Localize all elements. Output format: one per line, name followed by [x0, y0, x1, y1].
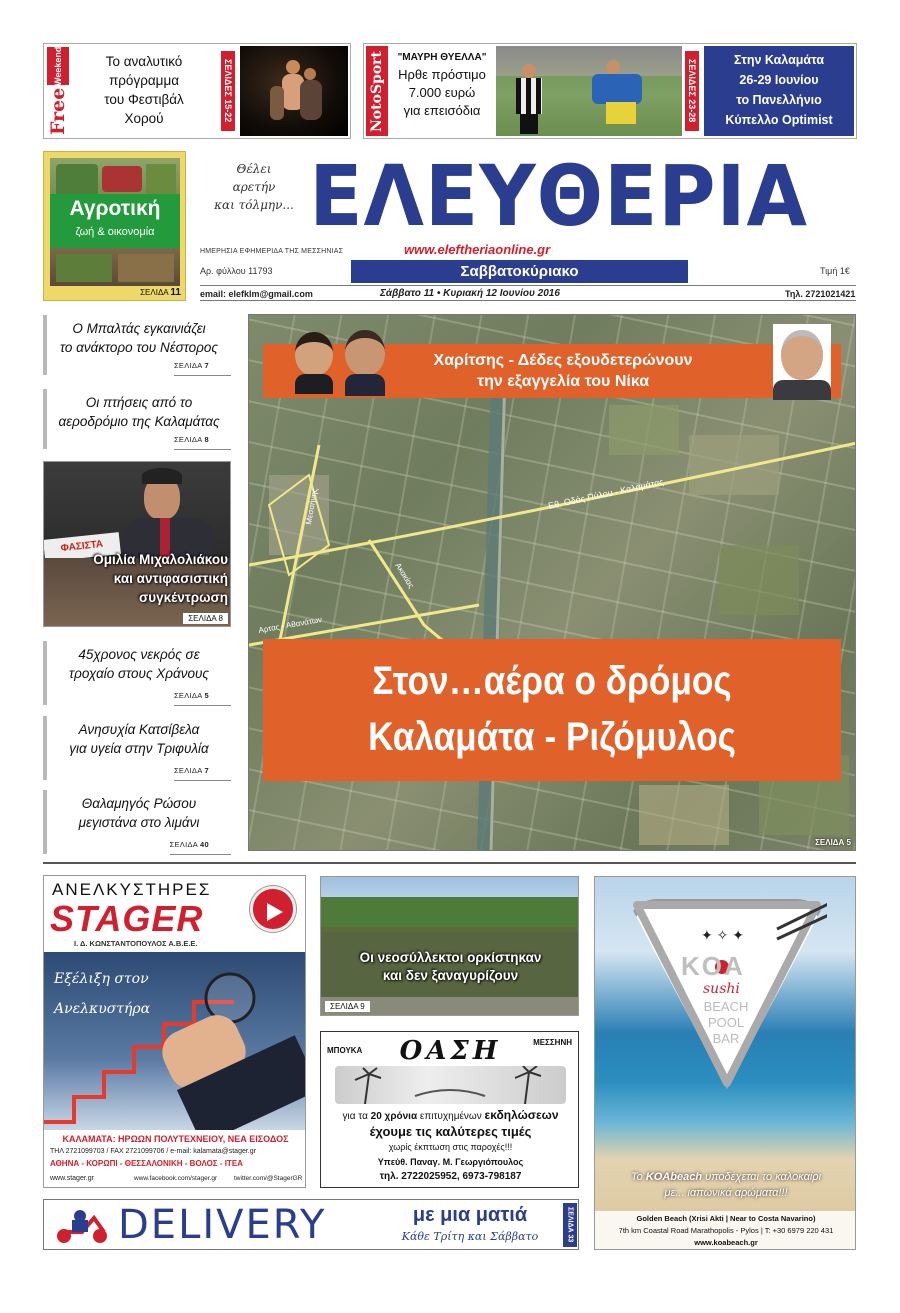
koa-ad[interactable]	[594, 876, 856, 1250]
sport-text: "ΜΑΥΡΗ ΘΥΕΛΛΑ" Ηρθε πρόστιμο 7.000 ευρώ για επεισόδια	[397, 52, 487, 118]
koa-address: Golden Beach (Xrisi Akti | Near to Costa Navarino) 7th km Coastal Road Marathopolis - Pylos | T: +30 6979 220 431 www.koabeach.gr	[595, 1211, 856, 1250]
stager-facebook[interactable]: www.facebook.com/stager.gr	[134, 1175, 218, 1182]
issue-number: Αρ. φύλλου 11793	[200, 266, 273, 276]
oasi-line2: έχουμε τις καλύτερες τιμές	[369, 1124, 532, 1139]
stager-brand: STAGER	[50, 898, 204, 939]
section-divider	[43, 862, 856, 864]
road-label-2: Μεσσήνης	[304, 487, 320, 526]
phone: Τηλ. 2721021421	[785, 289, 856, 299]
palm-trees-art	[335, 1066, 566, 1104]
oasi-line4: Υπεύθ. Παναγ. Μ. Γεωργιόπουλος	[377, 1157, 524, 1167]
stager-twitter[interactable]: twitter.com/@StagerGR	[234, 1175, 303, 1182]
stager-heading: ΑΝΕΛΚΥΣΤΗΡΕΣ	[52, 880, 212, 899]
side-story-1[interactable]: Ο Μπαλτάς εγκαινιάζει το ανάκτορο του Νέστορος ΣΕΛΙΔΑ 7	[43, 315, 231, 375]
football-photo	[496, 46, 682, 136]
koa-caption: Το KOAbeach υποδέχεται το καλοκαίρι με... ιαπωνικά αρώματα!!!	[630, 1171, 822, 1199]
side-story-page: ΣΕΛΙΔΑ 40	[170, 835, 231, 855]
field-4	[639, 785, 729, 845]
portrait-charitsis	[295, 332, 333, 394]
field-2	[689, 435, 779, 495]
oasi-line1: για τα 20 χρόνια επιτυχημένων εκδηλώσεων	[342, 1108, 559, 1122]
main-headline[interactable]: Στον…αέρα ο δρόμος Καλαμάτα - Ριζόμυλος	[263, 639, 841, 781]
stager-web[interactable]: www.stager.gr	[50, 1175, 94, 1182]
main-story-page: ΣΕΛΙΔΑ 5	[815, 838, 851, 847]
stager-slogan: Εξέλιξη στον Ανελκυστήρα	[54, 971, 151, 1017]
dance-photo	[240, 46, 348, 136]
stager-visual	[44, 952, 306, 1130]
delivery-tagline: με μια ματιά	[412, 1204, 528, 1226]
side-story-page: ΣΕΛΙΔΑ 8	[174, 430, 231, 450]
recruits-page: ΣΕΛΙΔΑ 9	[325, 1001, 370, 1012]
recruits-caption: Οι νεοσύλλεκτοι ορκίστηκαν και δεν ξαναγυρίζουν	[359, 950, 542, 983]
delivery-pages-tag: ΣΕΛΙΔΑ 33	[562, 1202, 578, 1248]
photo-story[interactable]	[43, 461, 231, 627]
date: Σάββατο 11 • Κυριακή 12 Ιουνίου 2016	[380, 288, 560, 299]
optimist-box: Στην Καλαμάτα 26-29 Ιουνίου το Πανελλήνιο Κύπελλο Optimist	[704, 46, 854, 136]
delivery-ad[interactable]	[43, 1199, 579, 1250]
free-label: Free	[47, 87, 69, 135]
field-3	[719, 545, 799, 615]
stager-ad[interactable]	[43, 875, 306, 1188]
masthead-rule-2	[200, 300, 856, 301]
stager-cities: ΑΘΗΝΑ - ΚΟΡΩΠΙ - ΘΕΣΣΑΛΟΝΙΚΗ - ΒΟΛΟΣ - ΙΤΕΑ	[50, 1159, 243, 1168]
road-label-1: Εθ. Οδός Πύλου - Καλαμάτας	[547, 476, 665, 511]
road-akakias	[369, 540, 454, 650]
koa-brand: KOA	[681, 951, 745, 981]
main-story[interactable]	[248, 314, 856, 851]
delivery-days: Κάθε Τρίτη και Σάββατο	[401, 1230, 539, 1243]
soldiers-photo	[321, 877, 579, 1016]
sport-pages-tag: ΣΕΛΙΔΕΣ 23-28	[684, 50, 700, 132]
photo-story-caption: Ομιλία Μιχαλολιάκου και αντιφασιστική συγκέντρωση	[93, 552, 228, 605]
scooter-icon	[52, 1208, 112, 1244]
subhead-banner	[263, 344, 841, 398]
magnifier-icon	[206, 974, 254, 1022]
oasi-line5: τηλ. 2722025952, 6973-798187	[379, 1171, 522, 1182]
oasi-right-label: ΜΕΣΣΗΝΗ	[533, 1038, 572, 1047]
koa-sub: sushi	[703, 981, 740, 997]
agrotiki-page: ΣΕΛΙΔΑ 11	[140, 287, 181, 298]
email[interactable]: email: elefklm@gmail.com	[200, 289, 313, 299]
sport-promo[interactable]	[363, 43, 857, 139]
protest-banner: ΦΑΣΙΣΤΑ	[43, 532, 121, 562]
agrotiki-title-band: Αγροτική ζωή & οικονομία	[50, 194, 180, 248]
weekend-promo[interactable]	[43, 43, 351, 139]
side-story-page: ΣΕΛΙΔΑ 7	[174, 761, 231, 781]
promo-text: Το αναλυτικό πρόγραμμα του Φεστιβάλ Χορού	[104, 54, 184, 126]
oasi-left-label: ΜΠΟΥΚΑ	[327, 1046, 363, 1055]
side-story-2[interactable]: Οι πτήσεις από το αεροδρόμιο της Καλαμάτας ΣΕΛΙΔΑ 8	[43, 389, 231, 449]
oasi-ad[interactable]	[320, 1031, 579, 1188]
subhead-text: Χαρίτσης - Δέδες εξουδετερώνουν την εξαγγελία του Νίκα	[433, 352, 693, 390]
edition-banner: Σαββατοκύριακο	[351, 260, 688, 283]
side-story-page: ΣΕΛΙΔΑ 5	[174, 686, 231, 706]
portrait-dedes	[345, 330, 385, 396]
masthead-rule	[200, 285, 856, 286]
portrait-nikas	[773, 324, 831, 398]
field-1	[609, 405, 679, 455]
koa-figures-icon: ✦ ✧ ✦	[701, 927, 744, 943]
masthead-title[interactable]: ΕΛΕΥΘΕΡΙΑ	[309, 147, 808, 245]
pages-tag: ΣΕΛΙΔΕΣ 15-22	[220, 50, 236, 132]
website-link[interactable]: www.eleftheriaonline.gr	[404, 242, 551, 257]
photo-story-page: ΣΕΛΙΔΑ 8	[183, 613, 228, 624]
delivery-word: DELIVERY	[118, 1202, 327, 1248]
weekend-label: Weekend	[47, 47, 69, 85]
recruits-story[interactable]	[320, 876, 579, 1016]
road-label-3: Αρτας - Αθανάτων	[257, 614, 323, 635]
koa-lines: BEACH POOL BAR	[703, 999, 749, 1046]
road-label-4: Ακακίας	[393, 561, 416, 590]
oasi-name: ΟΑΣΗ	[399, 1036, 502, 1066]
side-story-3[interactable]: 45χρονος νεκρός σε τροχαίο στους Χράνους ΣΕΛΙΔΑ 5	[43, 641, 231, 705]
masthead-motto: Θέλει αρετήν και τόλμην...	[214, 162, 294, 212]
price: Τιμή 1€	[820, 266, 850, 276]
stager-address: ΚΑΛΑΜΑΤΑ: ΗΡΩΩΝ ΠΟΛΥΤΕΧΝΕΙΟΥ, ΝΕΑ ΕΙΣΟΔΟΣ	[62, 1134, 289, 1144]
free-weekend-badge	[47, 47, 69, 135]
stager-logo-icon	[250, 886, 296, 932]
agrotiki-box[interactable]	[43, 151, 186, 301]
side-story-4[interactable]: Ανησυχία Κατσίβελα για υγεία στην Τριφυλία ΣΕΛΙΔΑ 7	[43, 716, 231, 780]
masthead-tagline: ΗΜΕΡΗΣΙΑ ΕΦΗΜΕΡΙΔΑ ΤΗΣ ΜΕΣΣΗΝΙΑΣ	[200, 248, 344, 255]
side-story-5[interactable]: Θαλαμηγός Ρώσου μεγιστάνα στο λιμάνι ΣΕΛΙΔΑ 40	[43, 790, 231, 854]
stager-contact: ΤΗΛ 2721099703 / FAX 2721099706 / e-mail: kalamata@stager.gr	[50, 1148, 256, 1155]
stager-company: Ι. Δ. ΚΩΝΣΤΑΝΤΟΠΟΥΛΟΣ Α.Β.Ε.Ε.	[74, 939, 198, 948]
side-story-page: ΣΕΛΙΔΑ 7	[174, 356, 231, 376]
notosport-badge: NotoSport	[366, 46, 388, 136]
oasi-line3: χωρίς έκπτωση στις παροχές!!!	[388, 1142, 513, 1152]
